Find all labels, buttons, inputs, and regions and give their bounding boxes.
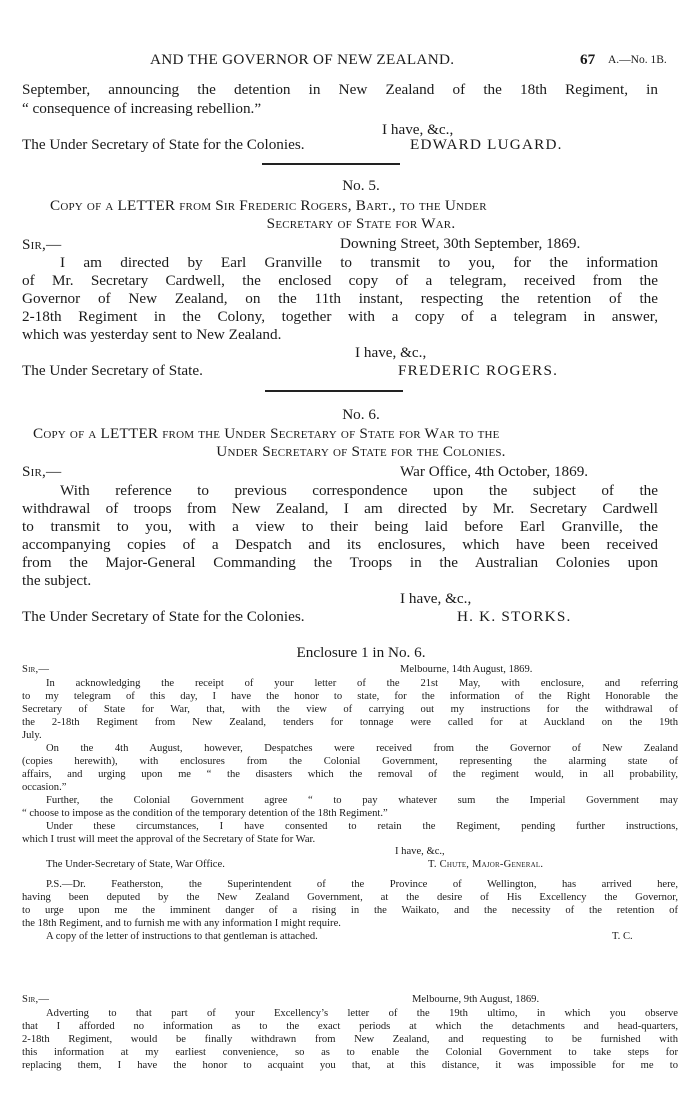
letter-title: Secretary of State for War. [266,215,456,232]
enclosure-line: which I trust will meet the approval of the Secretary of State for War. [22,834,316,845]
body-line: of Mr. Secretary Cardwell, the enclosed copy of a telegram, received from the [22,272,658,289]
postscript-line: having been deputed by the New Zealand Government, at the desire of His Excellency the Governor, [22,892,678,903]
page-number: 67 [580,51,596,68]
document-reference: A.—No. 1B. [608,54,667,66]
enclosure-heading: Enclosure 1 in No. 6. [296,644,426,661]
place-date: War Office, 4th October, 1869. [400,463,589,480]
body-line: Governor of New Zealand, on the 11th instant, respecting the retention of the [22,290,658,307]
signature: H. K. STORKS. [457,608,572,625]
postscript-line: to urge upon me the imminent danger of a rising in the Waikato, and the necessity of the retention of [22,905,678,916]
enclosure-line: affairs, and urging upon me “ the disasters which the removal of the regiment would, in all probability, [22,769,678,780]
continuation-line: “ consequence of increasing rebellion.” [22,100,262,117]
addressee: The Under Secretary of State for the Colonies. [22,136,305,153]
enclosure-line: Further, the Colonial Government agree “ to pay whatever sum the Imperial Government may [46,795,678,806]
place-date: Downing Street, 30th September, 1869. [340,235,581,252]
enclosure-line: (copies herewith), with enclosures from the Colonial Government, representing the alarming state of [22,756,678,767]
enclosure-line: “ choose to impose as the condition of the temporary detention of the 18th Regiment.” [22,808,388,819]
body-line: 2-18th Regiment in the Colony, together with a copy of a telegram in answer, [22,308,658,325]
body-line: accompanying copies of a Despatch and its enclosures, which have been received [22,536,658,553]
signature: FREDERIC ROGERS. [398,362,559,379]
place-date: Melbourne, 9th August, 1869. [412,994,540,1005]
body-line: which was yesterday sent to New Zealand. [22,326,282,343]
enclosure-line: In acknowledging the receipt of your letter of the 21st May, with enclosure, and referring [46,678,678,689]
letter-line: 2-18th Regiment, would be finally withdrawn from New Zealand, and requesting to be furnished with [22,1034,678,1045]
closing-phrase: I have, &c., [400,590,472,607]
letter-title: Copy of a LETTER from the Under Secretary of State for War to the [33,425,500,442]
enclosure-line: Secretary of State for War, that, with the view of carrying out my instructions for the withdrawal of [22,704,678,715]
body-line: to transmit to you, with a view to their being laid before Earl Granville, the [22,518,658,535]
letter-line: replacing them, I have the honor to acquaint you that, at this distance, it was impossible for me to [22,1060,678,1071]
salutation: Sir,— [22,994,50,1005]
signature: EDWARD LUGARD. [410,136,563,153]
letter-title: Copy of a LETTER from Sir Frederic Rogers, Bart., to the Under [50,197,487,214]
letter-number: No. 6. [342,406,380,423]
salutation: Sir,— [22,463,62,480]
closing-phrase: I have, &c., [355,344,427,361]
continuation-line: September, announcing the detention in New Zealand of the 18th Regiment, in [22,81,658,98]
closing-phrase: I have, &c., [395,846,445,857]
letter-line: this information at my earliest convenience, so as to enable the Colonial Government to take steps for [22,1047,678,1058]
section-divider [262,163,400,165]
postscript-line: the 18th Regiment, and to furnish me with any information I might require. [22,918,341,929]
postscript-initials: T. C. [612,931,633,942]
letter-line: that I afforded no information as to the exact periods at which the detachments and head-quarters, [22,1021,678,1032]
body-line: With reference to previous correspondence upon the subject of the [60,482,658,499]
section-divider [265,390,403,392]
enclosure-line: July. [22,730,42,741]
postscript-line: P.S.—Dr. Featherston, the Superintendent of the Province of Wellington, has arrived here, [46,879,678,890]
addressee: The Under-Secretary of State, War Office. [46,859,225,870]
running-title: AND THE GOVERNOR OF NEW ZEALAND. [150,51,455,68]
enclosure-line: the 2-18th Regiment from New Zealand, tenders for tonnage were called for at Auckland on the 19th [22,717,678,728]
body-line: the subject. [22,572,92,589]
body-line: I am directed by Earl Granville to transmit to you, for the information [60,254,658,271]
signature: T. Chute, Major-General. [428,859,544,870]
body-line: withdrawal of troops from New Zealand, I am directed by Mr. Secretary Cardwell [22,500,658,517]
enclosure-line: occasion.” [22,782,67,793]
closing-phrase: I have, &c., [382,121,454,138]
letter-number: No. 5. [342,177,380,194]
addressee: The Under Secretary of State for the Colonies. [22,608,305,625]
letter-line: Adverting to that part of your Excellency’s letter of the 19th ultimo, in which you observe [46,1008,678,1019]
salutation: Sir,— [22,236,62,253]
addressee: The Under Secretary of State. [22,362,203,379]
enclosure-line: to my telegram of this day, I have the honor to state, for the information of the Right Honorable the [22,691,678,702]
body-line: from the Major-General Commanding the Troops in the Australian Colonies upon [22,554,658,571]
enclosure-line: Under these circumstances, I have consented to retain the Regiment, pending further instructions, [46,821,678,832]
salutation: Sir,— [22,664,50,675]
enclosure-line: On the 4th August, however, Despatches were received from the Governor of New Zealand [46,743,678,754]
place-date: Melbourne, 14th August, 1869. [400,664,533,675]
postscript-line: A copy of the letter of instructions to that gentleman is attached. [46,931,318,942]
letter-title: Under Secretary of State for the Colonies. [216,443,506,460]
